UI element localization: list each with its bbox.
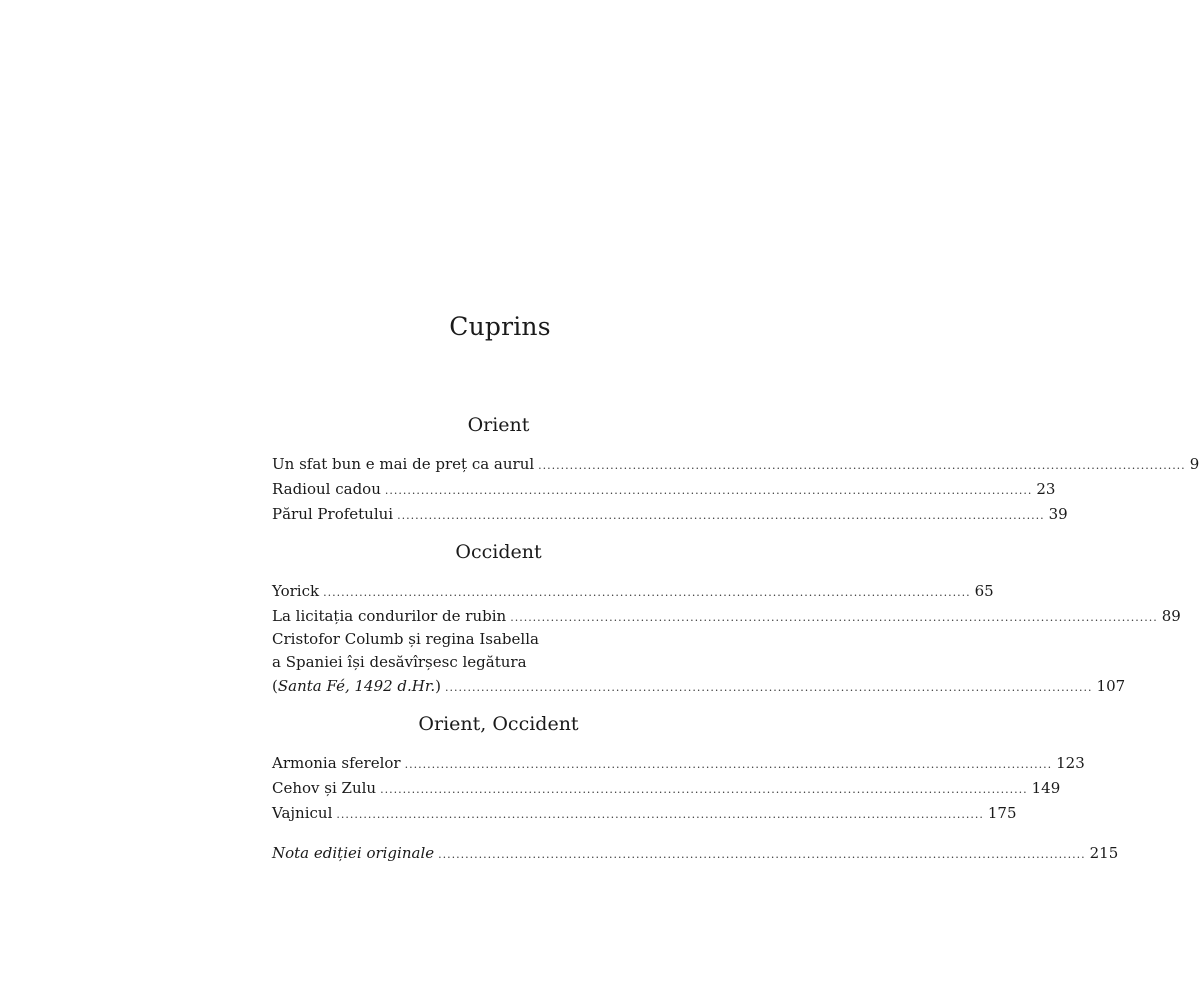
toc-entry: [272, 502, 1068, 526]
entry-page-number: 175: [987, 804, 1017, 822]
section-heading: Orient, Occident: [418, 713, 579, 735]
toc-entry-last-line: [272, 674, 1126, 698]
entry-title: Yorick: [272, 582, 320, 600]
section-heading: Occident: [455, 541, 542, 563]
paren-open: (: [272, 677, 278, 695]
section-entries: [272, 579, 1181, 698]
entry-title: Părul Profetului: [272, 505, 394, 523]
entry-page-number: 23: [1036, 480, 1056, 498]
dot-leader: ................................................................................................................................................: [380, 783, 1028, 796]
toc-entry: [272, 579, 994, 603]
entry-subtitle-italic: Santa Fé, 1492 d.Hr.: [277, 677, 436, 695]
toc-entry: [272, 604, 1181, 628]
entry-page-number: 215: [1089, 844, 1119, 862]
table-of-contents: [272, 410, 1199, 865]
entry-title: Cehov și Zulu: [272, 779, 377, 797]
entry-page-number: 65: [974, 582, 994, 600]
entry-page-number: 149: [1031, 779, 1061, 797]
page-title: Cuprins: [449, 312, 551, 341]
dot-leader: ................................................................................................................................................: [336, 808, 984, 821]
dot-leader: ................................................................................................................................................: [323, 586, 971, 599]
entry-title: Nota ediției originale: [272, 844, 435, 862]
toc-entry: [272, 452, 1199, 476]
toc-entry-note: [272, 841, 1119, 865]
dot-leader: ................................................................................................................................................: [510, 611, 1158, 624]
entry-title-line: Cristofor Columb și regina Isabella: [272, 630, 539, 648]
dot-leader: ................................................................................................................................................: [404, 758, 1053, 771]
entry-title: Vajnicul: [272, 804, 333, 822]
entry-page-number: 89: [1161, 607, 1181, 625]
entry-title: Radioul cadou: [272, 480, 381, 498]
section-entries: [272, 751, 1085, 825]
section-entries: [272, 452, 1199, 526]
dot-leader: ................................................................................................................................................: [397, 509, 1045, 522]
toc-section-occident: [272, 537, 1181, 698]
dot-leader: ................................................................................................................................................: [438, 848, 1086, 861]
entry-title: La licitația condurilor de rubin: [272, 607, 507, 625]
entry-page-number: 107: [1096, 677, 1126, 695]
toc-entry: [272, 776, 1061, 800]
toc-section-orient: [272, 410, 1199, 526]
dot-leader: ................................................................................................................................................: [445, 681, 1093, 694]
dot-leader: ................................................................................................................................................: [384, 484, 1033, 497]
entry-title: Un sfat bun e mai de preț ca aurul: [272, 455, 535, 473]
entry-title-line: [272, 674, 441, 698]
toc-entry: [272, 751, 1085, 775]
toc-section-orient-occident: [272, 709, 1085, 825]
entry-page-number: 9: [1189, 455, 1199, 473]
toc-entry: [272, 801, 1017, 825]
entry-page-number: 123: [1056, 754, 1085, 772]
entry-page-number: 39: [1048, 505, 1068, 523]
section-heading: Orient: [467, 414, 530, 436]
paren-close: ): [435, 677, 442, 695]
toc-entry: [272, 477, 1056, 501]
toc-entry-multiline: [272, 628, 1126, 698]
entry-title-line: a Spaniei își desăvîrșesc legătura: [272, 653, 527, 671]
dot-leader: ................................................................................................................................................: [538, 459, 1186, 472]
entry-title: Armonia sferelor: [272, 754, 401, 772]
